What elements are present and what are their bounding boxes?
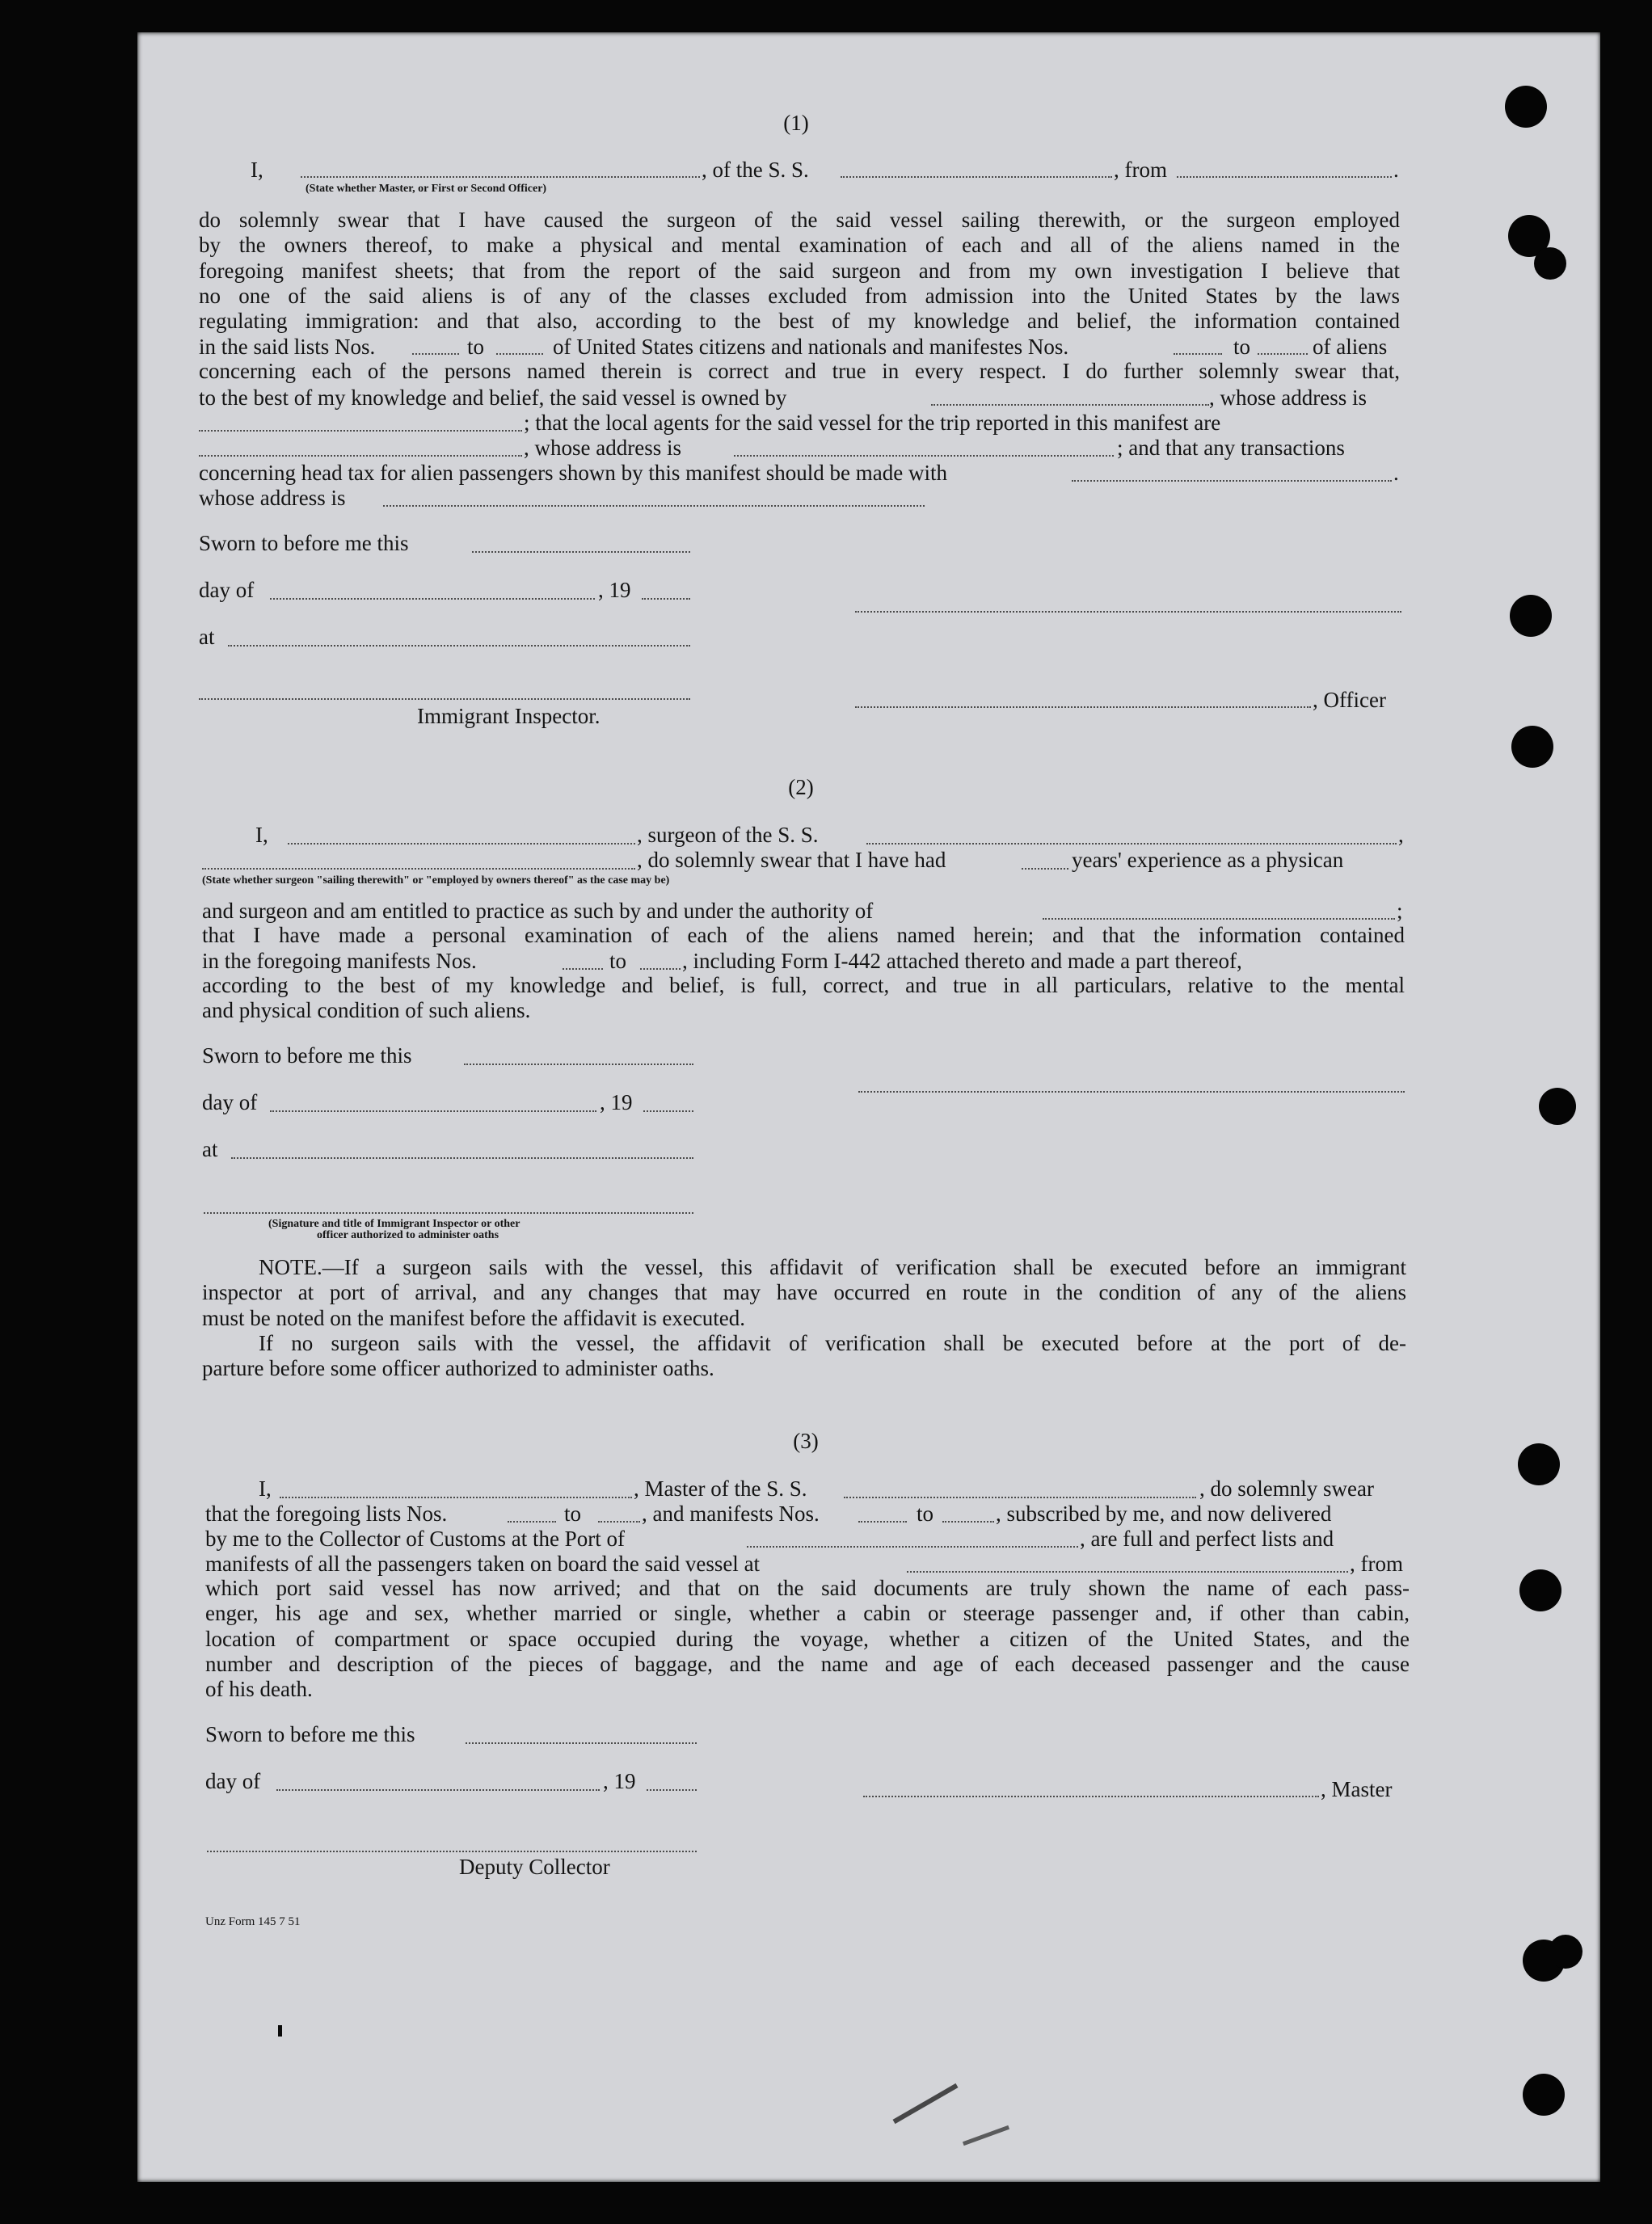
ship-name-field[interactable] [866, 843, 1397, 845]
manifests-from-field[interactable] [563, 968, 603, 970]
semicolon: ; [1397, 899, 1403, 923]
section-number: (3) [793, 1429, 819, 1453]
master-name-field[interactable] [280, 1497, 632, 1498]
agents-label: ; that the local agents for the said vessel for the trip reported in this manifest are [524, 411, 1221, 435]
section-number: (1) [783, 111, 809, 135]
signature-line[interactable] [855, 611, 1401, 613]
year-prefix: , 19 [600, 1090, 633, 1114]
surgeon-paragraph: that I have made a personal examination of each of the aliens named herein; and that the information contained [202, 923, 1405, 947]
to-label: to [467, 335, 485, 359]
officer-name-field[interactable] [301, 176, 700, 178]
year-prefix: , 19 [598, 578, 631, 602]
place-field[interactable] [231, 1157, 693, 1159]
punch-hole [1549, 1935, 1582, 1969]
punch-hole [1539, 1088, 1576, 1125]
boarded-label: manifests of all the passengers taken on board the said vessel at [205, 1552, 761, 1576]
signature-note: (Signature and title of Immigrant Inspector or other [268, 1218, 520, 1230]
note-paragraph: NOTE.—If a surgeon sails with the vessel, this affidavit of verification shall be executed before an immigrant inspector at port of arrival, and any changes that may have occurred en route in the condition of any of the aliens must be noted on the manifest before the affidavit is executed. If no surgeon sails with the vessel, the affidavit of verification shall be executed before at the port of de- parture before some officer authorized to administer oaths. [202, 1255, 1406, 1381]
master-title: , Master [1321, 1777, 1393, 1801]
years-field[interactable] [1022, 868, 1068, 870]
punch-hole [1505, 86, 1547, 128]
sworn-date-field[interactable] [464, 1064, 693, 1065]
ship-label: , Master of the S. S. [634, 1476, 807, 1501]
citizens-label: of United States citizens and nationals and manifestes Nos. [553, 335, 1069, 359]
period: . [1393, 158, 1399, 182]
transactions-label: ; and that any transactions [1117, 436, 1345, 460]
year-field[interactable] [643, 1110, 693, 1112]
form-i442-label: , including Form I-442 attached thereto and made a part thereof, [682, 949, 1242, 973]
address-label: , whose address is [524, 436, 681, 460]
manifests-from-field[interactable] [1174, 353, 1222, 355]
manifests-label: in the foregoing manifests Nos. [202, 949, 477, 973]
ship-label: , of the S. S. [702, 158, 809, 182]
aliens-label: of aliens [1313, 335, 1388, 359]
manifests-from-field[interactable] [858, 1521, 907, 1523]
oath-intro: I, [251, 158, 263, 182]
swear-label: , do solemnly swear [1199, 1476, 1374, 1501]
form-number: Unz Form 145 7 51 [205, 1915, 301, 1928]
lists-label: in the said lists Nos. [199, 335, 376, 359]
manifests-to-field[interactable] [640, 968, 681, 970]
year-field[interactable] [647, 1789, 697, 1791]
to-label: to [1233, 335, 1251, 359]
ship-label: , surgeon of the S. S. [637, 823, 819, 847]
at-label: at [199, 625, 215, 649]
master-signature-field[interactable] [863, 1796, 1319, 1797]
agents-address-field[interactable] [734, 455, 1114, 457]
sworn-date-field[interactable] [472, 551, 690, 553]
sworn-label: Sworn to before me this [205, 1722, 415, 1746]
deputy-title: Deputy Collector [459, 1855, 610, 1879]
punch-hole [1510, 595, 1552, 637]
address-label: whose address is [199, 486, 346, 510]
inspector-title: Immigrant Inspector. [417, 704, 601, 728]
inspector-signature-line[interactable] [204, 1212, 693, 1214]
to-label: to [564, 1502, 582, 1526]
to-label: to [917, 1502, 934, 1526]
surgeon-type-field[interactable] [202, 868, 635, 870]
owner-field[interactable] [931, 404, 1209, 406]
delivered-label: , subscribed by me, and now delivered [996, 1502, 1332, 1526]
punch-hole [1534, 247, 1566, 280]
from-label: , from [1350, 1552, 1403, 1576]
manifests-label: , and manifests Nos. [642, 1502, 820, 1526]
physician-label: years' experience as a physican [1072, 848, 1344, 872]
ship-name-field[interactable] [844, 1497, 1196, 1498]
inspector-signature-line[interactable] [199, 698, 690, 700]
lists-label: that the foregoing lists Nos. [205, 1502, 448, 1526]
year-prefix: , 19 [603, 1769, 636, 1793]
period: . [1393, 461, 1399, 485]
day-of-label: day of [199, 578, 255, 602]
year-field[interactable] [642, 598, 690, 600]
lists-to-field[interactable] [598, 1521, 640, 1523]
from-label: , from [1114, 158, 1167, 182]
place-field[interactable] [228, 645, 690, 647]
sworn-label: Sworn to before me this [199, 531, 409, 555]
departure-port-field[interactable] [907, 1571, 1348, 1573]
lists-to-field[interactable] [496, 353, 543, 355]
manifests-to-field[interactable] [942, 1521, 994, 1523]
surgeon-paragraph-cont: according to the best of my knowledge and belief, is full, correct, and true in all particulars, relative to the mental and physical condition of such aliens. [202, 973, 1405, 1023]
surgeon-type-note: (State whether surgeon "sailing therewith" or "employed by owners thereof" as the case may be) [202, 874, 670, 887]
authority-field[interactable] [1043, 918, 1395, 920]
lists-perfect-label: , are full and perfect lists and [1080, 1527, 1334, 1551]
sworn-label: Sworn to before me this [202, 1043, 412, 1068]
signature-note: officer authorized to administer oaths [317, 1229, 499, 1241]
to-label: to [609, 949, 627, 973]
officer-title: , Officer [1313, 688, 1386, 712]
ship-name-field[interactable] [841, 176, 1112, 178]
punch-hole [1511, 726, 1553, 768]
day-of-label: day of [202, 1090, 258, 1114]
officer-signature-field[interactable] [855, 706, 1311, 708]
head-tax-address-field[interactable] [383, 505, 925, 507]
month-field[interactable] [276, 1789, 600, 1791]
agents-field[interactable] [199, 455, 522, 457]
officer-rank-note: (State whether Master, or First or Second Officer) [306, 183, 547, 195]
master-paragraph: which port said vessel has now arrived; and that on the said documents are truly shown the name of each pass- enger, his age and sex, whether married or single, whether a cabin or steerage passenger and, if other than cabin, location of compartment or space occupied during the voyage, whether a citizen of the United States, and the number and description of the pieces of baggage, and the name and age of each deceased passenger and the cause of his death. [205, 1576, 1410, 1702]
from-field[interactable] [1177, 176, 1392, 178]
port-field[interactable] [747, 1546, 1078, 1548]
head-tax-field[interactable] [1072, 480, 1392, 482]
scan-mark [278, 2025, 282, 2037]
address-label: , whose address is [1209, 385, 1367, 410]
at-label: at [202, 1137, 218, 1161]
surgeon-name-field[interactable] [288, 843, 635, 845]
punch-hole [1523, 2074, 1565, 2116]
punch-hole [1519, 1569, 1561, 1611]
punch-hole [1518, 1443, 1560, 1485]
lists-from-field[interactable] [412, 353, 459, 355]
oath-intro: I, [255, 823, 268, 847]
head-tax-label: concerning head tax for alien passengers shown by this manifest should be made with [199, 461, 948, 485]
oath-paragraph-cont: concerning each of the persons named therein is correct and true in every respect. I do further solemnly swear that, [199, 359, 1400, 383]
section-number: (2) [788, 775, 814, 799]
owner-address-field[interactable] [199, 430, 522, 432]
authority-label: and surgeon and am entitled to practice as such by and under the authority of [202, 899, 874, 923]
manifests-to-field[interactable] [1258, 353, 1308, 355]
month-field[interactable] [270, 598, 595, 600]
owner-label: to the best of my knowledge and belief, the said vessel is owned by [199, 385, 787, 410]
port-label: by me to the Collector of Customs at the Port of [205, 1527, 625, 1551]
oath-paragraph: do solemnly swear that I have caused the surgeon of the said vessel sailing therewith, or the surgeon employed by the owners thereof, to make a physical and mental examination of each and all of the aliens named in the foregoing manifest sheets; that from the report of the said surgeon and from my own investigation I believe that no one of the said aliens is of any of the classes excluded from admission into the United States by the laws regulating immigration: and that also, according to the best of my knowledge and belief, the information contained [199, 208, 1400, 334]
month-field[interactable] [270, 1110, 596, 1112]
lists-from-field[interactable] [508, 1521, 556, 1523]
sworn-date-field[interactable] [466, 1742, 697, 1744]
experience-label: , do solemnly swear that I have had [637, 848, 946, 872]
comma: , [1398, 823, 1404, 847]
surgeon-signature-line[interactable] [858, 1091, 1405, 1093]
deputy-signature-line[interactable] [207, 1851, 697, 1852]
oath-intro: I, [259, 1476, 272, 1501]
day-of-label: day of [205, 1769, 261, 1793]
